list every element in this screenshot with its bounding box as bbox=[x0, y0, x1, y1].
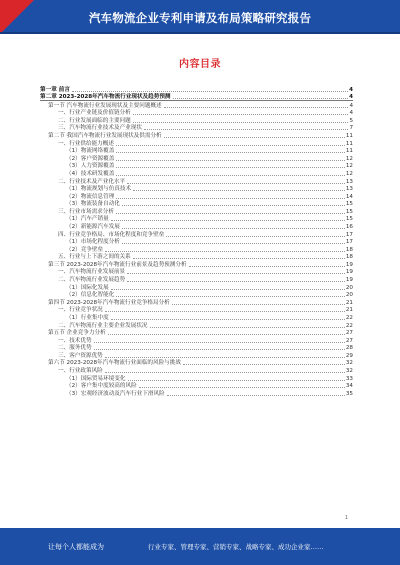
toc-entry-page: 20 bbox=[345, 284, 353, 291]
toc-entry-label: 二、汽车物流行业发展趋势 bbox=[58, 277, 126, 284]
toc-entry-label: 第四节 2023-2028年汽车物流行业竞争格局分析 bbox=[48, 299, 170, 306]
toc-entry-label: （1）国际化发展 bbox=[66, 284, 109, 291]
toc-leader-dots bbox=[116, 145, 345, 146]
toc-entry[interactable] bbox=[40, 329, 353, 337]
toc-entry-label: 一、汽车物流行业发展前景 bbox=[58, 269, 126, 276]
toc-entry-page: 34 bbox=[345, 383, 353, 390]
toc-leader-dots bbox=[128, 380, 345, 381]
toc-entry[interactable] bbox=[40, 260, 353, 268]
toc-entry-label: （1）国际贸易环境变化 bbox=[66, 375, 126, 382]
toc-entry-label: （2）客户集中度较高的风险 bbox=[66, 383, 137, 390]
toc-leader-dots bbox=[116, 152, 345, 153]
toc-entry[interactable] bbox=[40, 185, 353, 193]
toc-entry[interactable] bbox=[40, 169, 353, 177]
toc-leader-dots bbox=[108, 334, 345, 335]
toc-leader-dots bbox=[116, 198, 345, 199]
toc-entry-label: 二、汽车物流行业主要企业发展状况 bbox=[58, 322, 148, 329]
toc-leader-dots bbox=[127, 281, 345, 282]
toc-entry-page: 32 bbox=[345, 367, 353, 374]
toc-entry-label: 五、行业与上下游之间的关系 bbox=[58, 254, 131, 261]
toc-entry[interactable] bbox=[40, 344, 353, 352]
toc-entry[interactable] bbox=[40, 382, 353, 390]
toc-entry[interactable] bbox=[40, 200, 353, 208]
toc-entry-page: 7 bbox=[349, 125, 353, 132]
toc-entry[interactable] bbox=[40, 268, 353, 276]
toc-entry[interactable] bbox=[40, 222, 353, 230]
toc-leader-dots bbox=[144, 129, 349, 130]
toc-entry-label: 二、行业技术及产业化水平 bbox=[58, 178, 126, 185]
toc-entry-page: 19 bbox=[345, 277, 353, 284]
toc-leader-dots bbox=[164, 107, 349, 108]
toc-leader-dots bbox=[111, 319, 345, 320]
toc-entry-page: 4 bbox=[349, 86, 353, 93]
toc-entry-label: 三、汽车物流行业技术及产业现状 bbox=[58, 125, 142, 132]
toc-entry[interactable] bbox=[40, 275, 353, 283]
toc-entry[interactable] bbox=[40, 351, 353, 359]
toc-entry-label: （2）信息化智能化 bbox=[66, 292, 115, 299]
toc-entry-label: 第三节 2023-2028年汽车物流行业前景及趋势预测分析 bbox=[48, 261, 187, 268]
toc-entry-label: 一、技术优势 bbox=[58, 337, 92, 344]
toc-entry[interactable] bbox=[40, 389, 353, 397]
toc-entry-page: 12 bbox=[345, 155, 353, 162]
report-footer bbox=[0, 528, 400, 565]
toc-entry-label: （1）汽车产销量 bbox=[66, 216, 109, 223]
toc-entry-page: 4 bbox=[349, 94, 353, 101]
toc-leader-dots bbox=[133, 258, 345, 259]
toc-entry-page: 4 bbox=[349, 102, 353, 109]
toc-leader-dots bbox=[94, 349, 345, 350]
toc-entry-page: 14 bbox=[345, 193, 353, 200]
toc-entry[interactable] bbox=[40, 162, 353, 170]
toc-entry-page: 22 bbox=[345, 322, 353, 329]
toc-entry[interactable] bbox=[40, 147, 353, 155]
toc-leader-dots bbox=[133, 122, 349, 123]
toc-entry[interactable] bbox=[40, 321, 353, 329]
toc-entry-page: 11 bbox=[345, 133, 353, 140]
footer-tagline: 行业专家、管理专家、营销专家、战略专家、成功企业家…… bbox=[148, 543, 324, 551]
toc-leader-dots bbox=[139, 387, 345, 388]
toc-entry-page: 15 bbox=[345, 216, 353, 223]
toc-entry[interactable] bbox=[40, 116, 353, 124]
toc-leader-dots bbox=[127, 273, 345, 274]
toc-leader-dots bbox=[127, 183, 345, 184]
toc-entry-page: 19 bbox=[345, 261, 353, 268]
toc-entry-label: （1）市场化程度分析 bbox=[66, 239, 120, 246]
toc-entry[interactable] bbox=[40, 207, 353, 215]
toc-leader-dots bbox=[150, 327, 345, 328]
toc-entry[interactable] bbox=[40, 306, 353, 314]
toc-entry[interactable] bbox=[40, 177, 353, 185]
toc-entry-page: 13 bbox=[345, 186, 353, 193]
toc-entry-page: 16 bbox=[345, 223, 353, 230]
toc-leader-dots bbox=[116, 167, 345, 168]
toc-entry[interactable] bbox=[40, 124, 353, 132]
toc-entry-label: 三、客户资源优势 bbox=[58, 352, 103, 359]
toc-leader-dots bbox=[94, 342, 345, 343]
toc-leader-dots bbox=[166, 236, 345, 237]
toc-entry-label: （2）物流信息管理 bbox=[66, 193, 115, 200]
toc-entry-page: 33 bbox=[345, 375, 353, 382]
toc-entry-label: （2）新能源汽车发展 bbox=[66, 223, 120, 230]
toc-entry-label: 第二节 我国汽车物流行业发展现状及供需分析 bbox=[48, 133, 162, 140]
toc-entry-page: 22 bbox=[345, 314, 353, 321]
toc-entry-label: （1）物流规划与仿真技术 bbox=[66, 186, 132, 193]
toc-entry-label: （2）客户资源覆盖 bbox=[66, 155, 115, 162]
toc-entry-page: 15 bbox=[345, 201, 353, 208]
toc-leader-dots bbox=[105, 251, 345, 252]
toc-leader-dots bbox=[116, 296, 345, 297]
toc-leader-dots bbox=[116, 213, 345, 214]
toc-entry-page: 17 bbox=[345, 231, 353, 238]
toc-leader-dots bbox=[164, 137, 345, 138]
toc-leader-dots bbox=[133, 114, 349, 115]
toc-entry-label: 第一章 前言 bbox=[40, 86, 70, 93]
toc-entry[interactable] bbox=[40, 336, 353, 344]
toc-entry[interactable] bbox=[40, 215, 353, 223]
toc-leader-dots bbox=[105, 311, 345, 312]
toc-entry-page: 18 bbox=[345, 254, 353, 261]
toc-entry-page: 27 bbox=[345, 337, 353, 344]
page-number: 1 bbox=[344, 515, 348, 521]
toc-entry-label: 第二章 2023-2028年汽车物流行业现状及趋势预测 bbox=[40, 94, 171, 101]
toc-entry-label: 四、行业竞争格局、市场化程度和竞争壁垒 bbox=[58, 231, 165, 238]
toc-leader-dots bbox=[189, 266, 345, 267]
toc-entry[interactable] bbox=[40, 366, 353, 374]
toc-leader-dots bbox=[116, 175, 345, 176]
toc-leader-dots bbox=[183, 364, 345, 365]
toc-entry-page: 17 bbox=[345, 239, 353, 246]
toc-entry[interactable] bbox=[40, 131, 353, 139]
toc-entry-page: 12 bbox=[345, 170, 353, 177]
toc-entry-page: 5 bbox=[349, 117, 353, 124]
toc-heading: 内容目录 bbox=[179, 59, 221, 70]
toc-entry[interactable] bbox=[40, 85, 353, 93]
toc-leader-dots bbox=[122, 205, 345, 206]
toc-entry-label: （2）竞争壁垒 bbox=[66, 246, 104, 253]
toc-entry[interactable] bbox=[40, 230, 353, 238]
toc-entry-label: 第六节 2023-2028年汽车物流行业面临的风险与挑战 bbox=[48, 360, 181, 367]
toc-entry-label: 第五节 企业竞争力分析 bbox=[48, 330, 106, 337]
toc-entry-page: 29 bbox=[345, 352, 353, 359]
toc-leader-dots bbox=[122, 243, 345, 244]
toc-leader-dots bbox=[111, 220, 345, 221]
toc-entry[interactable] bbox=[40, 313, 353, 321]
toc-entry-label: （1）行业集中度 bbox=[66, 314, 109, 321]
toc-leader-dots bbox=[111, 289, 345, 290]
toc-leader-dots bbox=[105, 357, 345, 358]
toc-entry-label: 二、行业发展面临的主要问题 bbox=[58, 117, 131, 124]
toc-entry-page: 21 bbox=[345, 307, 353, 314]
table-of-contents bbox=[40, 85, 353, 397]
toc-entry-page: 11 bbox=[345, 140, 353, 147]
toc-entry[interactable] bbox=[40, 374, 353, 382]
toc-entry-page: 19 bbox=[345, 269, 353, 276]
toc-entry-page: 35 bbox=[345, 390, 353, 397]
toc-entry-label: 三、行业市场需求分析 bbox=[58, 208, 114, 215]
toc-entry[interactable] bbox=[40, 238, 353, 246]
toc-leader-dots bbox=[116, 160, 345, 161]
toc-leader-dots bbox=[105, 372, 345, 373]
toc-entry[interactable] bbox=[40, 298, 353, 306]
header-divider bbox=[0, 32, 400, 34]
toc-entry-page: 18 bbox=[345, 246, 353, 253]
toc-entry[interactable] bbox=[40, 253, 353, 261]
toc-entry[interactable] bbox=[40, 192, 353, 200]
toc-entry[interactable] bbox=[40, 139, 353, 147]
toc-entry[interactable] bbox=[40, 93, 353, 102]
toc-leader-dots bbox=[133, 190, 345, 191]
toc-entry-page: 15 bbox=[345, 208, 353, 215]
toc-entry-label: （3）宏观经济波动及汽车行业下滑风险 bbox=[66, 390, 165, 397]
toc-leader-dots bbox=[167, 395, 345, 396]
toc-entry-label: （1）物流网络覆盖 bbox=[66, 148, 115, 155]
toc-leader-dots bbox=[172, 304, 345, 305]
toc-entry-page: 11 bbox=[345, 148, 353, 155]
toc-entry-label: 一、行业竞争状况 bbox=[58, 307, 103, 314]
toc-entry-page: 4 bbox=[349, 110, 353, 117]
footer-slogan: 让每个人都能成为 bbox=[48, 543, 104, 551]
toc-leader-dots bbox=[72, 91, 348, 92]
toc-entry[interactable] bbox=[40, 101, 353, 109]
toc-entry[interactable] bbox=[40, 283, 353, 291]
toc-entry-label: 一、行业政策风险 bbox=[58, 367, 103, 374]
toc-entry-page: 13 bbox=[345, 178, 353, 185]
toc-entry[interactable] bbox=[40, 291, 353, 299]
toc-entry-label: （3）人力资源覆盖 bbox=[66, 163, 115, 170]
toc-entry-label: （3）物流装备自动化 bbox=[66, 201, 120, 208]
toc-leader-dots bbox=[122, 228, 345, 229]
toc-entry-label: 二、服务优势 bbox=[58, 345, 92, 352]
toc-entry-page: 21 bbox=[345, 299, 353, 306]
toc-entry-label: 一、行业供给能力概述 bbox=[58, 140, 114, 147]
toc-entry-page: 20 bbox=[345, 292, 353, 299]
toc-entry-page: 28 bbox=[345, 345, 353, 352]
toc-entry[interactable] bbox=[40, 359, 353, 367]
toc-entry[interactable] bbox=[40, 154, 353, 162]
toc-entry-label: 一、行业产业链及价值链分析 bbox=[58, 110, 131, 117]
toc-entry-page: 32 bbox=[345, 360, 353, 367]
toc-leader-dots bbox=[173, 98, 349, 99]
toc-entry[interactable] bbox=[40, 245, 353, 253]
toc-entry-page: 27 bbox=[345, 330, 353, 337]
toc-entry[interactable] bbox=[40, 109, 353, 117]
toc-entry-label: （4）技术研发覆盖 bbox=[66, 170, 115, 177]
toc-entry-label: 第一节 汽车物流行业发展现状及主要问题概述 bbox=[48, 102, 162, 109]
toc-entry-page: 12 bbox=[345, 163, 353, 170]
report-title: 汽车物流企业专利申请及布局策略研究报告 bbox=[88, 11, 312, 25]
report-header bbox=[0, 0, 400, 34]
